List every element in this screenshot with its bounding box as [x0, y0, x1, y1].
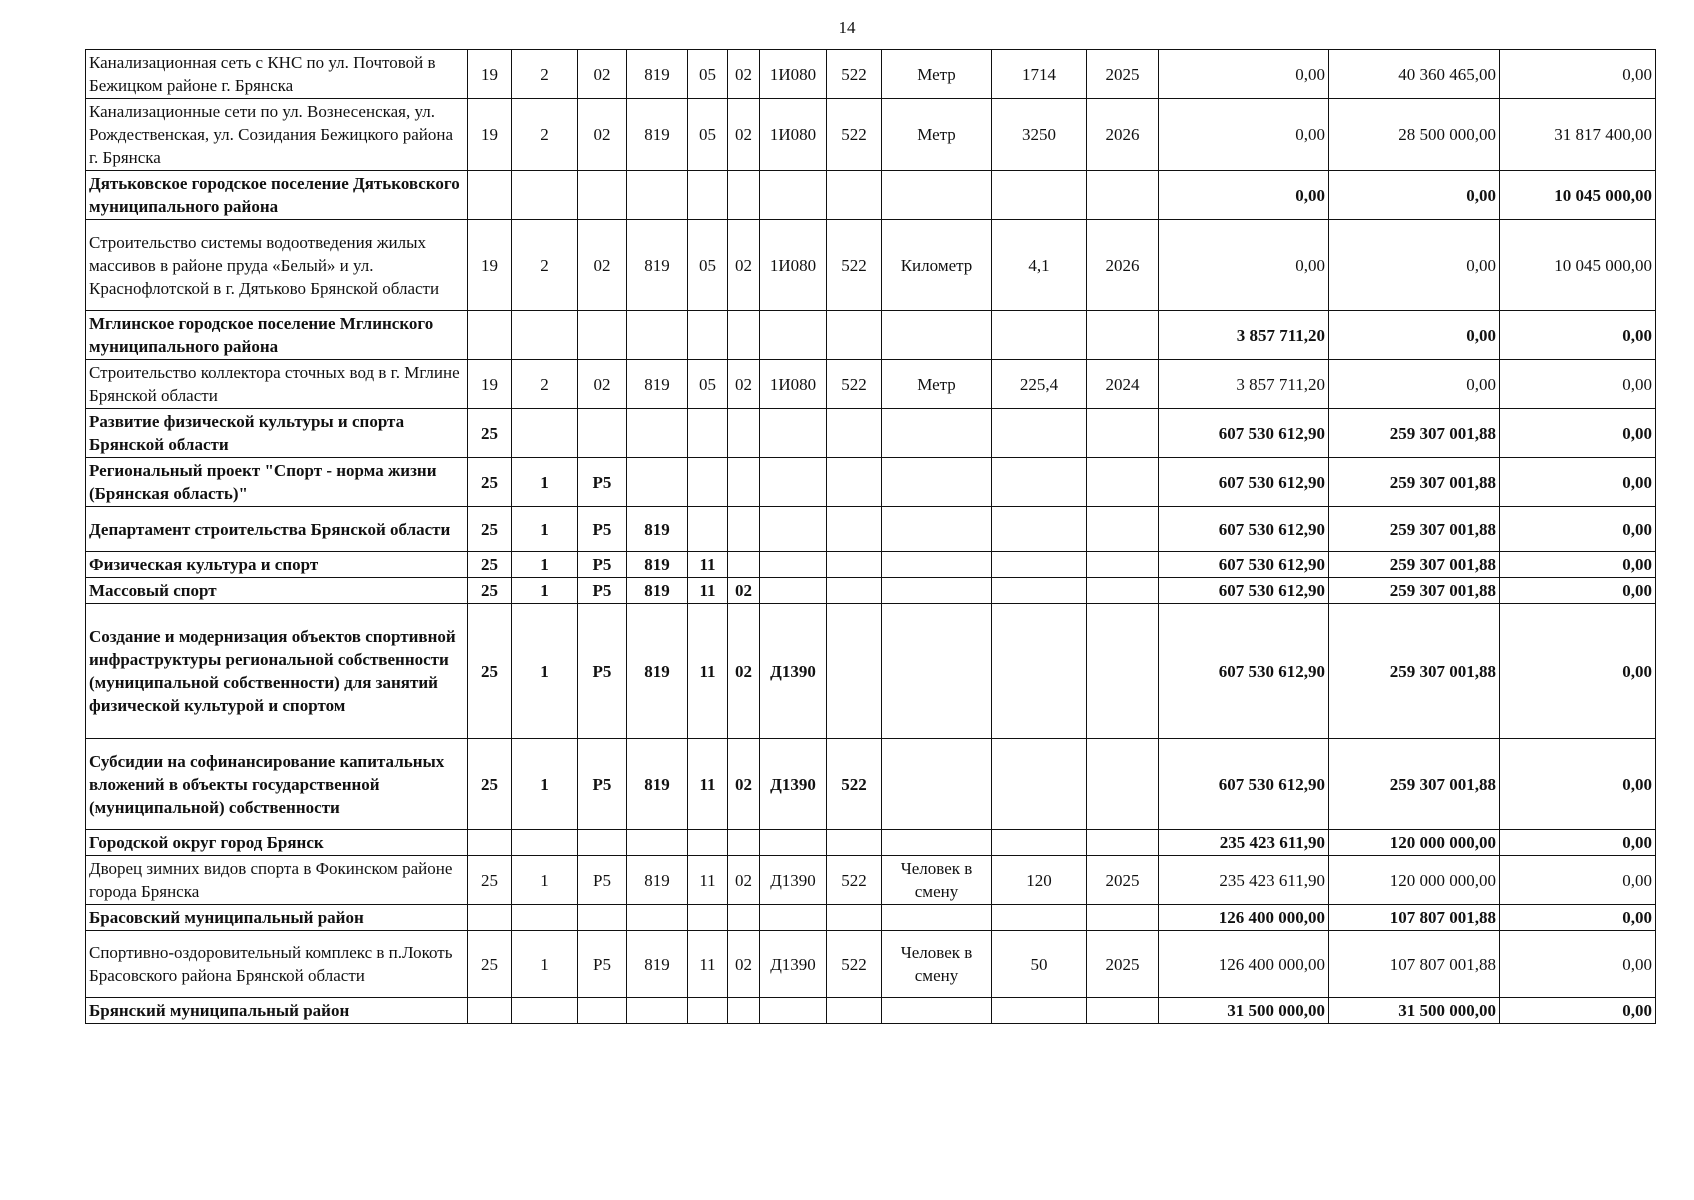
table-row: [86, 171, 1656, 220]
capacity: [992, 830, 1087, 856]
code-direction: [760, 458, 827, 507]
code-section: 11: [688, 552, 728, 578]
code-expense-type: 522: [827, 220, 882, 311]
amount-year-3: 0,00: [1500, 578, 1656, 604]
unit-of-measure: Метр: [882, 360, 992, 409]
code-section: [688, 171, 728, 220]
code-direction: Д1390: [760, 856, 827, 905]
code-grbs: 819: [627, 578, 688, 604]
item-name: Брянский муниципальный район: [86, 998, 468, 1024]
code-subprogram: [512, 905, 578, 931]
unit-of-measure: Человек в смену: [882, 856, 992, 905]
unit-of-measure: [882, 409, 992, 458]
code-grbs: [627, 311, 688, 360]
amount-year-3: 10 045 000,00: [1500, 171, 1656, 220]
code-subprogram: [512, 830, 578, 856]
code-direction: [760, 830, 827, 856]
code-event: Р5: [578, 931, 627, 998]
item-name: Субсидии на софинансирование капитальных вложений в объекты государственной (муниципальной) собственности: [86, 739, 468, 830]
code-gp: 19: [468, 99, 512, 171]
code-subsection: 02: [728, 739, 760, 830]
completion-year: 2025: [1087, 856, 1159, 905]
amount-year-2: 0,00: [1329, 360, 1500, 409]
amount-year-1: 0,00: [1159, 50, 1329, 99]
code-direction: 1И080: [760, 99, 827, 171]
capacity: [992, 578, 1087, 604]
unit-of-measure: [882, 905, 992, 931]
code-gp: [468, 830, 512, 856]
code-event: 02: [578, 220, 627, 311]
amount-year-3: 0,00: [1500, 830, 1656, 856]
code-expense-type: [827, 604, 882, 739]
completion-year: [1087, 311, 1159, 360]
code-grbs: [627, 905, 688, 931]
code-gp: 25: [468, 409, 512, 458]
amount-year-2: 40 360 465,00: [1329, 50, 1500, 99]
code-direction: [760, 998, 827, 1024]
amount-year-3: 0,00: [1500, 507, 1656, 552]
amount-year-3: 0,00: [1500, 50, 1656, 99]
amount-year-2: 28 500 000,00: [1329, 99, 1500, 171]
table-row: [86, 458, 1656, 507]
completion-year: 2026: [1087, 99, 1159, 171]
completion-year: [1087, 507, 1159, 552]
code-event: Р5: [578, 739, 627, 830]
table-row: [86, 220, 1656, 311]
code-section: 05: [688, 220, 728, 311]
code-gp: 25: [468, 552, 512, 578]
code-event: Р5: [578, 856, 627, 905]
code-subprogram: 1: [512, 856, 578, 905]
code-event: 02: [578, 50, 627, 99]
table-body: [86, 50, 1656, 1024]
completion-year: [1087, 409, 1159, 458]
completion-year: 2024: [1087, 360, 1159, 409]
code-subprogram: [512, 311, 578, 360]
capacity: 1714: [992, 50, 1087, 99]
code-direction: [760, 409, 827, 458]
code-gp: 25: [468, 739, 512, 830]
code-subsection: 02: [728, 220, 760, 311]
code-grbs: [627, 171, 688, 220]
code-section: 05: [688, 99, 728, 171]
code-event: 02: [578, 360, 627, 409]
capacity: [992, 409, 1087, 458]
amount-year-2: 259 307 001,88: [1329, 739, 1500, 830]
unit-of-measure: [882, 311, 992, 360]
item-name: Мглинское городское поселение Мглинского муниципального района: [86, 311, 468, 360]
amount-year-1: 3 857 711,20: [1159, 360, 1329, 409]
code-subsection: [728, 311, 760, 360]
amount-year-1: 235 423 611,90: [1159, 856, 1329, 905]
code-section: 11: [688, 578, 728, 604]
capacity: [992, 171, 1087, 220]
code-subprogram: 1: [512, 578, 578, 604]
code-subsection: [728, 552, 760, 578]
code-event: Р5: [578, 458, 627, 507]
code-grbs: [627, 998, 688, 1024]
amount-year-1: 31 500 000,00: [1159, 998, 1329, 1024]
code-grbs: [627, 409, 688, 458]
amount-year-3: 0,00: [1500, 739, 1656, 830]
code-grbs: 819: [627, 604, 688, 739]
code-subsection: [728, 507, 760, 552]
code-direction: Д1390: [760, 604, 827, 739]
code-event: Р5: [578, 507, 627, 552]
code-direction: Д1390: [760, 739, 827, 830]
code-section: [688, 458, 728, 507]
completion-year: [1087, 739, 1159, 830]
code-subprogram: 1: [512, 552, 578, 578]
code-section: [688, 311, 728, 360]
code-subprogram: 2: [512, 360, 578, 409]
code-subprogram: 2: [512, 220, 578, 311]
capacity: 3250: [992, 99, 1087, 171]
code-grbs: 819: [627, 507, 688, 552]
item-name: Массовый спорт: [86, 578, 468, 604]
amount-year-2: 259 307 001,88: [1329, 552, 1500, 578]
table-row: [86, 50, 1656, 99]
code-grbs: 819: [627, 99, 688, 171]
code-grbs: 819: [627, 360, 688, 409]
item-name: Департамент строительства Брянской области: [86, 507, 468, 552]
capacity: [992, 507, 1087, 552]
completion-year: [1087, 905, 1159, 931]
code-subsection: 02: [728, 99, 760, 171]
table-row: [86, 311, 1656, 360]
code-direction: [760, 311, 827, 360]
code-direction: [760, 552, 827, 578]
code-expense-type: [827, 905, 882, 931]
code-subprogram: 2: [512, 50, 578, 99]
table-row: [86, 604, 1656, 739]
code-subprogram: 1: [512, 507, 578, 552]
code-section: 11: [688, 604, 728, 739]
item-name: Канализационные сети по ул. Вознесенская, ул. Рождественская, ул. Созидания Бежицкого района г. Брянска: [86, 99, 468, 171]
table-row: [86, 360, 1656, 409]
code-subsection: 02: [728, 360, 760, 409]
amount-year-2: 120 000 000,00: [1329, 856, 1500, 905]
code-direction: [760, 171, 827, 220]
code-direction: [760, 507, 827, 552]
code-section: [688, 507, 728, 552]
item-name: Строительство системы водоотведения жилых массивов в районе пруда «Белый» и ул. Краснофлотской в г. Дятьково Брянской области: [86, 220, 468, 311]
amount-year-1: 607 530 612,90: [1159, 604, 1329, 739]
unit-of-measure: Метр: [882, 50, 992, 99]
code-gp: 19: [468, 360, 512, 409]
code-gp: [468, 998, 512, 1024]
code-subprogram: 2: [512, 99, 578, 171]
code-grbs: 819: [627, 50, 688, 99]
amount-year-3: 0,00: [1500, 311, 1656, 360]
unit-of-measure: Метр: [882, 99, 992, 171]
capacity: 120: [992, 856, 1087, 905]
code-event: Р5: [578, 552, 627, 578]
capacity: [992, 604, 1087, 739]
code-expense-type: [827, 409, 882, 458]
code-subsection: 02: [728, 931, 760, 998]
code-grbs: 819: [627, 552, 688, 578]
code-section: [688, 905, 728, 931]
completion-year: [1087, 604, 1159, 739]
code-subprogram: 1: [512, 739, 578, 830]
code-expense-type: [827, 578, 882, 604]
unit-of-measure: [882, 739, 992, 830]
code-expense-type: 522: [827, 360, 882, 409]
code-grbs: 819: [627, 739, 688, 830]
code-subprogram: 1: [512, 931, 578, 998]
unit-of-measure: [882, 458, 992, 507]
budget-table: [85, 49, 1656, 1024]
code-gp: 19: [468, 220, 512, 311]
item-name: Брасовский муниципальный район: [86, 905, 468, 931]
completion-year: [1087, 552, 1159, 578]
amount-year-1: 607 530 612,90: [1159, 409, 1329, 458]
amount-year-2: 0,00: [1329, 171, 1500, 220]
amount-year-2: 31 500 000,00: [1329, 998, 1500, 1024]
capacity: [992, 739, 1087, 830]
capacity: [992, 311, 1087, 360]
amount-year-3: 0,00: [1500, 998, 1656, 1024]
code-expense-type: [827, 171, 882, 220]
code-expense-type: 522: [827, 856, 882, 905]
code-expense-type: 522: [827, 739, 882, 830]
amount-year-2: 259 307 001,88: [1329, 578, 1500, 604]
item-name: Развитие физической культуры и спорта Брянской области: [86, 409, 468, 458]
item-name: Региональный проект "Спорт - норма жизни (Брянская область)": [86, 458, 468, 507]
code-gp: 25: [468, 507, 512, 552]
capacity: [992, 458, 1087, 507]
unit-of-measure: [882, 507, 992, 552]
code-subsection: [728, 830, 760, 856]
code-subsection: [728, 458, 760, 507]
code-subprogram: [512, 409, 578, 458]
amount-year-1: 607 530 612,90: [1159, 739, 1329, 830]
table-row: [86, 739, 1656, 830]
table-row: [86, 507, 1656, 552]
code-event: Р5: [578, 604, 627, 739]
item-name: Строительство коллектора сточных вод в г. Мглине Брянской области: [86, 360, 468, 409]
code-gp: 25: [468, 604, 512, 739]
amount-year-3: 0,00: [1500, 360, 1656, 409]
code-direction: Д1390: [760, 931, 827, 998]
amount-year-1: 607 530 612,90: [1159, 578, 1329, 604]
unit-of-measure: [882, 830, 992, 856]
table-row: [86, 998, 1656, 1024]
code-event: 02: [578, 99, 627, 171]
code-subprogram: [512, 998, 578, 1024]
code-expense-type: [827, 311, 882, 360]
code-expense-type: [827, 998, 882, 1024]
completion-year: [1087, 578, 1159, 604]
amount-year-3: 0,00: [1500, 604, 1656, 739]
code-grbs: 819: [627, 931, 688, 998]
amount-year-1: 235 423 611,90: [1159, 830, 1329, 856]
code-subsection: 02: [728, 856, 760, 905]
code-expense-type: 522: [827, 50, 882, 99]
code-expense-type: [827, 830, 882, 856]
item-name: Канализационная сеть с КНС по ул. Почтовой в Бежицком районе г. Брянска: [86, 50, 468, 99]
table-row: [86, 409, 1656, 458]
code-gp: 25: [468, 931, 512, 998]
amount-year-2: 107 807 001,88: [1329, 931, 1500, 998]
unit-of-measure: [882, 578, 992, 604]
completion-year: 2026: [1087, 220, 1159, 311]
code-section: [688, 830, 728, 856]
code-direction: [760, 578, 827, 604]
amount-year-1: 126 400 000,00: [1159, 905, 1329, 931]
code-section: 11: [688, 931, 728, 998]
code-expense-type: [827, 458, 882, 507]
completion-year: [1087, 998, 1159, 1024]
table-row: [86, 578, 1656, 604]
code-subsection: [728, 905, 760, 931]
capacity: 50: [992, 931, 1087, 998]
code-event: [578, 905, 627, 931]
amount-year-3: 0,00: [1500, 856, 1656, 905]
code-subprogram: [512, 171, 578, 220]
code-subprogram: 1: [512, 458, 578, 507]
code-expense-type: [827, 552, 882, 578]
code-subsection: [728, 171, 760, 220]
capacity: [992, 905, 1087, 931]
code-expense-type: 522: [827, 99, 882, 171]
amount-year-1: 0,00: [1159, 220, 1329, 311]
amount-year-2: 120 000 000,00: [1329, 830, 1500, 856]
table-row: [86, 905, 1656, 931]
amount-year-2: 259 307 001,88: [1329, 604, 1500, 739]
completion-year: [1087, 458, 1159, 507]
table-row: [86, 552, 1656, 578]
amount-year-3: 0,00: [1500, 931, 1656, 998]
amount-year-2: 259 307 001,88: [1329, 458, 1500, 507]
unit-of-measure: Километр: [882, 220, 992, 311]
unit-of-measure: [882, 604, 992, 739]
unit-of-measure: [882, 552, 992, 578]
code-grbs: 819: [627, 856, 688, 905]
amount-year-3: 31 817 400,00: [1500, 99, 1656, 171]
table-row: [86, 830, 1656, 856]
amount-year-2: 259 307 001,88: [1329, 507, 1500, 552]
code-subsection: [728, 409, 760, 458]
code-direction: [760, 905, 827, 931]
code-section: 11: [688, 739, 728, 830]
code-expense-type: [827, 507, 882, 552]
code-gp: [468, 171, 512, 220]
code-gp: 25: [468, 856, 512, 905]
amount-year-2: 0,00: [1329, 220, 1500, 311]
item-name: Городской округ город Брянск: [86, 830, 468, 856]
completion-year: 2025: [1087, 50, 1159, 99]
capacity: [992, 998, 1087, 1024]
unit-of-measure: Человек в смену: [882, 931, 992, 998]
code-gp: 19: [468, 50, 512, 99]
amount-year-3: 0,00: [1500, 905, 1656, 931]
item-name: Дятьковское городское поселение Дятьковского муниципального района: [86, 171, 468, 220]
code-section: [688, 998, 728, 1024]
code-gp: 25: [468, 458, 512, 507]
item-name: Спортивно-оздоровительный комплекс в п.Локоть Брасовского района Брянской области: [86, 931, 468, 998]
amount-year-3: 10 045 000,00: [1500, 220, 1656, 311]
code-section: [688, 409, 728, 458]
page-number: 14: [838, 18, 856, 37]
code-subprogram: 1: [512, 604, 578, 739]
amount-year-3: 0,00: [1500, 552, 1656, 578]
table-row: [86, 931, 1656, 998]
code-direction: 1И080: [760, 360, 827, 409]
amount-year-2: 0,00: [1329, 311, 1500, 360]
amount-year-1: 126 400 000,00: [1159, 931, 1329, 998]
amount-year-1: 3 857 711,20: [1159, 311, 1329, 360]
amount-year-2: 107 807 001,88: [1329, 905, 1500, 931]
amount-year-3: 0,00: [1500, 409, 1656, 458]
amount-year-1: 0,00: [1159, 171, 1329, 220]
code-subsection: [728, 998, 760, 1024]
code-event: [578, 830, 627, 856]
table-row: [86, 99, 1656, 171]
code-expense-type: 522: [827, 931, 882, 998]
item-name: Физическая культура и спорт: [86, 552, 468, 578]
code-grbs: [627, 458, 688, 507]
amount-year-1: 607 530 612,90: [1159, 507, 1329, 552]
code-section: 05: [688, 50, 728, 99]
code-direction: 1И080: [760, 220, 827, 311]
capacity: 4,1: [992, 220, 1087, 311]
code-event: Р5: [578, 578, 627, 604]
unit-of-measure: [882, 998, 992, 1024]
amount-year-1: 607 530 612,90: [1159, 552, 1329, 578]
code-subsection: 02: [728, 604, 760, 739]
amount-year-3: 0,00: [1500, 458, 1656, 507]
completion-year: 2025: [1087, 931, 1159, 998]
amount-year-1: 607 530 612,90: [1159, 458, 1329, 507]
amount-year-1: 0,00: [1159, 99, 1329, 171]
code-section: 05: [688, 360, 728, 409]
code-subsection: 02: [728, 50, 760, 99]
completion-year: [1087, 171, 1159, 220]
code-grbs: [627, 830, 688, 856]
code-subsection: 02: [728, 578, 760, 604]
code-event: [578, 171, 627, 220]
code-direction: 1И080: [760, 50, 827, 99]
code-gp: [468, 311, 512, 360]
code-grbs: 819: [627, 220, 688, 311]
code-event: [578, 311, 627, 360]
amount-year-2: 259 307 001,88: [1329, 409, 1500, 458]
capacity: 225,4: [992, 360, 1087, 409]
code-event: [578, 409, 627, 458]
code-gp: [468, 905, 512, 931]
table-row: [86, 856, 1656, 905]
code-gp: 25: [468, 578, 512, 604]
item-name: Дворец зимних видов спорта в Фокинском районе города Брянска: [86, 856, 468, 905]
completion-year: [1087, 830, 1159, 856]
capacity: [992, 552, 1087, 578]
code-section: 11: [688, 856, 728, 905]
code-event: [578, 998, 627, 1024]
unit-of-measure: [882, 171, 992, 220]
item-name: Создание и модернизация объектов спортивной инфраструктуры региональной собственности (муниципальной собственности) для занятий физической культурой и спортом: [86, 604, 468, 739]
